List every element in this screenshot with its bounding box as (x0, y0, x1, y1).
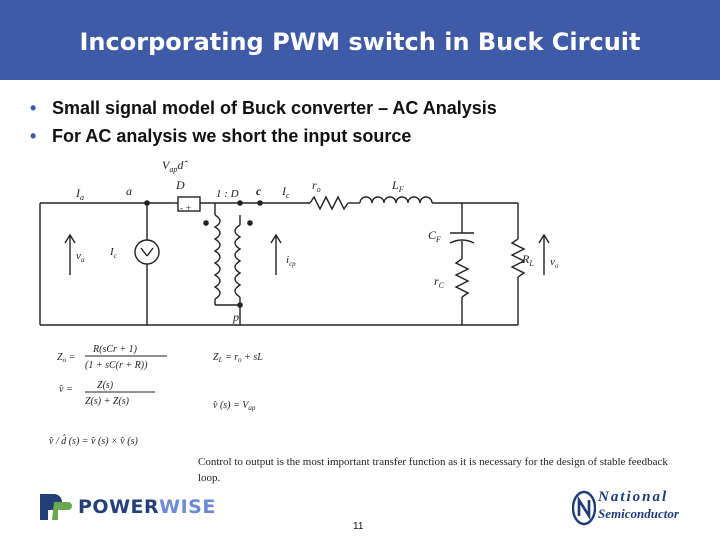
bullet-dot-icon: • (30, 98, 37, 118)
label-D: D (176, 178, 185, 192)
eq-gain-lhs: v̂ = (59, 384, 73, 395)
label-vap: $V_{ap}dˆ$ (162, 158, 188, 174)
label-plus-minus: - + (180, 203, 192, 213)
bullet-item (30, 122, 497, 150)
buck-small-signal-circuit (30, 155, 570, 335)
label-LF: $L_F$ (392, 178, 404, 194)
label-icp: $i_{cp}$ (286, 254, 296, 268)
transfer-function-equations (45, 340, 305, 460)
bullet-dot-icon: • (30, 126, 37, 146)
label-Ic: $I_c$ (282, 184, 290, 200)
transformer-primary (215, 215, 220, 299)
current-source-ic (135, 240, 159, 264)
eq-va-over-d: v̂ $(s) = V_{ap}$ (213, 400, 256, 412)
powerwise-wordmark: POWERWISE (78, 496, 216, 518)
eq-control-to-output: v̂ / d̂ (s) = v̂ (s) × v̂ (s) (49, 436, 138, 447)
page-number: 11 (353, 521, 364, 532)
resistor-ro (310, 197, 348, 209)
caption-text: Control to output is the most important transfer function as it is necessary for the design of stable feedback loop. (198, 456, 668, 484)
label-CF: $C_F$ (428, 228, 441, 244)
powerwise-mark-icon (36, 488, 74, 526)
label-va: $v_a$ (76, 250, 85, 264)
transformer-dot-primary (203, 220, 209, 226)
semiconductor-wordmark: Semiconductor (598, 506, 679, 521)
transformer-secondary (235, 225, 240, 297)
bullet-item (30, 94, 497, 122)
eq-gain-den: Z(s) + Z(s) (85, 396, 129, 407)
inductor-lf (360, 197, 432, 203)
resistor-rc (456, 259, 468, 297)
bullet-list (30, 94, 497, 150)
eq-zo-num: R(sCr + 1) (93, 344, 137, 355)
eq-zo-lhs: $Z_o$ = (57, 352, 76, 364)
label-ro: $r_o$ (312, 178, 321, 194)
label-Ic-source: $I_c$ (110, 246, 117, 260)
label-node-a: a (126, 184, 132, 198)
eq-zo-den: (1 + sC(r + R)) (85, 360, 148, 371)
transformer-dot-secondary (247, 220, 253, 226)
national-n-icon (572, 490, 596, 526)
slide-title: Incorporating PWM switch in Buck Circuit (79, 28, 641, 56)
powerwise-logo (36, 486, 216, 526)
national-semiconductor-logo (572, 488, 702, 528)
eq-zl: $Z_L = r_o$ + sL (213, 352, 263, 364)
label-node-c: c (256, 184, 262, 198)
bullet-text: For AC analysis we short the input source (52, 126, 412, 146)
eq-gain-num: Z(s) (97, 380, 114, 391)
label-ratio: 1 : D (216, 188, 239, 200)
label-Ia: $I_a$ (76, 186, 84, 202)
label-RL: $R_L$ (522, 252, 534, 268)
label-vo: $v_o$ (550, 256, 559, 270)
bullet-text: Small signal model of Buck converter – AC Analysis (52, 98, 497, 118)
label-node-p: p (233, 310, 239, 324)
label-rC: $r_C$ (434, 274, 445, 290)
national-wordmark: National (598, 489, 669, 505)
title-bar (0, 0, 720, 80)
